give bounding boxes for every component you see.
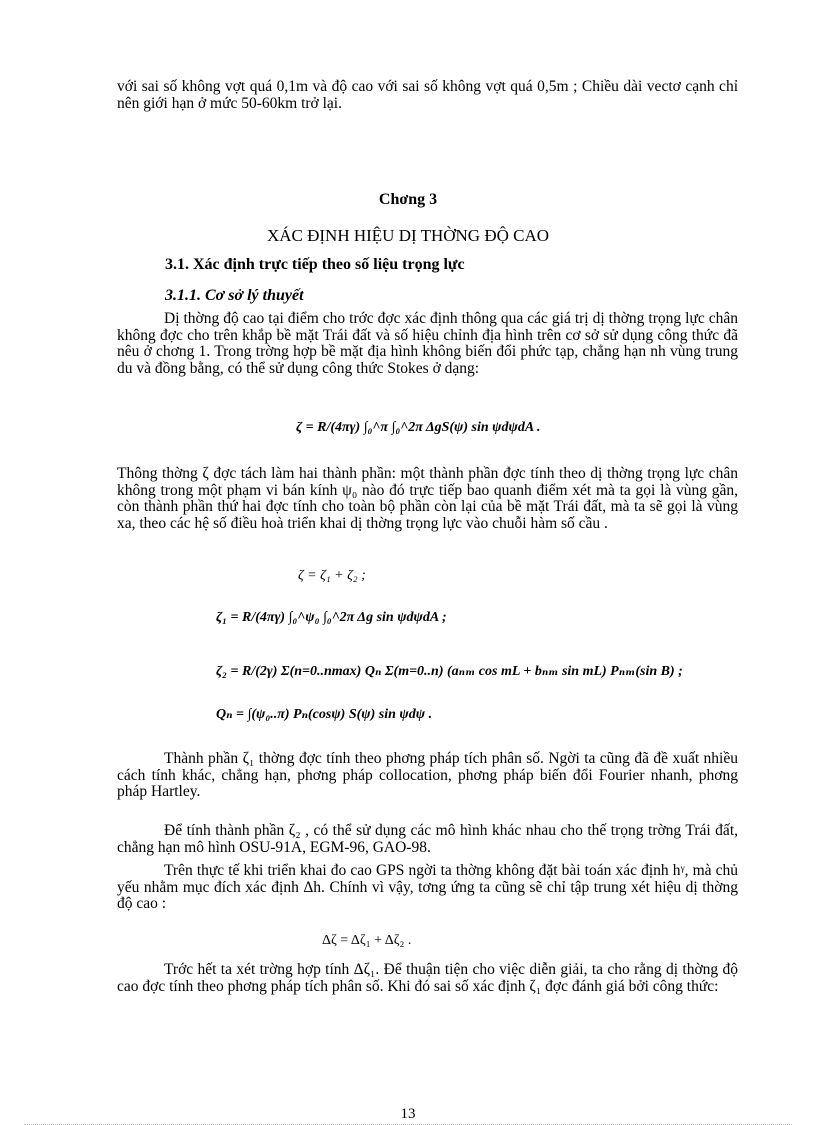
equation-sum: ζ = ζ₁ + ζ₂ ; [298,568,366,583]
equation-delta-zeta: Δζ = Δζ₁ + Δζ₂ . [322,933,412,948]
chapter-label: Chơng 3 [378,191,438,208]
paragraph-5: Trên thực tế khi triển khai đo cao GPS ngời ta thờng không đặt bài toán xác định hᵞ, mà chủ yếu nhằm mục đích xác định Δh. Chính vì vậy, tơng ứng ta cũng sẽ chỉ tập trung xét hiệu dị thờng độ cao : [117,862,738,912]
subsection-heading: 3.1.1. Cơ sở lý thuyết [165,287,304,304]
section-heading: 3.1. Xác định trực tiếp theo số liệu trọng lực [165,256,465,273]
paragraph-2: Thông thờng ζ đợc tách làm hai thành phần: một thành phần đợc tính theo dị thờng trọng lực chân không trong một phạm vi bán kính ψ₀ nào đó trực tiếp bao quanh điểm xét mà ta gọi là vùng gần, còn thành phần thứ hai đợc tính cho toàn bộ phần còn lại của bề mặt Trái đất, mà ta sẽ gọi là vùng xa, theo các hệ số điều hoà triển khai dị thờng trọng lực vào chuỗi hàm số cầu . [117,465,738,532]
equation-qn: Qₙ = ∫(ψ₀..π) Pₙ(cosψ) S(ψ) sin ψdψ . [216,707,433,722]
equation-stokes: ζ = R/(4πγ) ∫₀^π ∫₀^2π ΔgS(ψ) sin ψdψdA . [296,420,541,435]
paragraph-3: Thành phần ζ₁ thờng đợc tính theo phơng pháp tích phân số. Ngời ta cũng đã đề xuất nhiều cách tính khác, chẳng hạn, phơng pháp collocation, phơng pháp biến đổi Fourier nhanh, phơng pháp Hartley. [117,750,738,800]
paragraph-6: Trớc hết ta xét trờng hợp tính Δζ₁. Để thuận tiện cho việc diễn giải, ta cho rằng dị thờng độ cao đợc tính theo phơng pháp tích phân số. Khi đó sai số xác định ζ₁ đợc đánh giá bởi công thức: [117,961,738,995]
paragraph-4: Để tính thành phần ζ₂ , có thể sử dụng các mô hình khác nhau cho thế trọng trờng Trái đất, chẳng hạn mô hình OSU-91A, EGM-96, GAO-98. [117,822,738,856]
paragraph-1: Dị thờng độ cao tại điểm cho trớc đợc xác định thông qua các giá trị dị thờng trọng lực chân không đợc cho trên khắp bề mặt Trái đất và số hiệu chỉnh địa hình trên cơ sở sử dụng công thức đã nêu ở chơng 1. Trong trờng hợp bề mặt địa hình không biến đổi phức tạp, chẳng hạn nh vùng trung du và đồng bằng, có thể sử dụng công thức Stokes ở dạng: [117,310,738,377]
chapter-title: XÁC ĐỊNH HIỆU DỊ THỜNG ĐỘ CAO [266,226,550,245]
intro-paragraph: với sai số không vợt quá 0,1m và độ cao với sai số không vợt quá 0,5m ; Chiều dài vectơ cạnh chỉ nên giới hạn ở mức 50-60km trở lại. [117,78,738,112]
equation-zeta2: ζ₂ = R/(2γ) Σ(n=0..nmax) Qₙ Σ(m=0..n) (aₙₘ cos mL + bₙₘ sin mL) Pₙₘ(sin B) ; [216,664,683,679]
page-number: 13 [400,1106,416,1122]
equation-zeta1: ζ₁ = R/(4πγ) ∫₀^ψ₀ ∫₀^2π Δg sin ψdψdA ; [216,610,447,625]
